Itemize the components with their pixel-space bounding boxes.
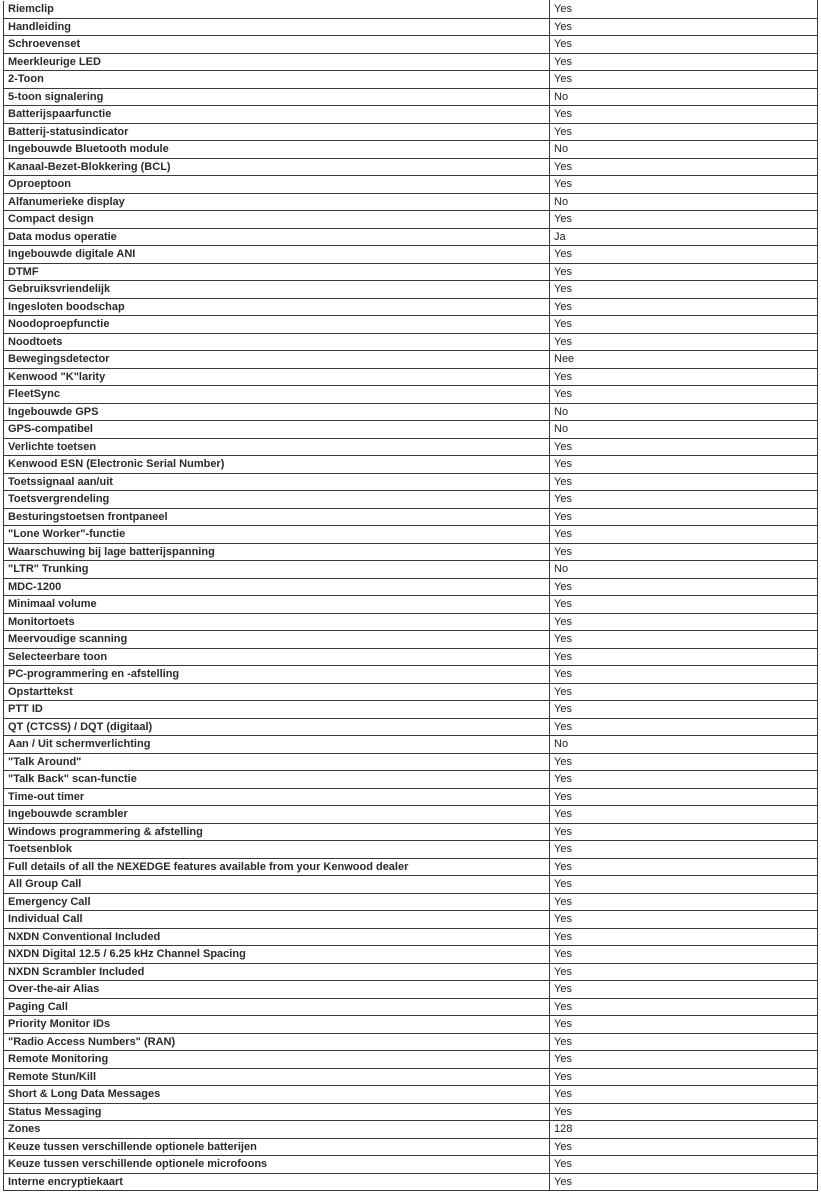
feature-value: No — [550, 193, 818, 211]
spec-row — [4, 1156, 818, 1174]
spec-row — [4, 473, 818, 491]
spec-row — [4, 1086, 818, 1104]
feature-name: Priority Monitor IDs — [4, 1016, 550, 1034]
feature-name: Alfanumerieke display — [4, 193, 550, 211]
feature-name: Ingesloten boodschap — [4, 298, 550, 316]
spec-row — [4, 508, 818, 526]
feature-value: Yes — [550, 368, 818, 386]
spec-row — [4, 946, 818, 964]
spec-row — [4, 193, 818, 211]
spec-row — [4, 158, 818, 176]
feature-name: Ingebouwde digitale ANI — [4, 246, 550, 264]
spec-row — [4, 858, 818, 876]
feature-name: Emergency Call — [4, 893, 550, 911]
feature-name: Kenwood ESN (Electronic Serial Number) — [4, 456, 550, 474]
feature-name: "Radio Access Numbers" (RAN) — [4, 1033, 550, 1051]
spec-row — [4, 316, 818, 334]
feature-value: Yes — [550, 123, 818, 141]
feature-name: Bewegingsdetector — [4, 351, 550, 369]
feature-value: Yes — [550, 508, 818, 526]
feature-value: Yes — [550, 1, 818, 19]
feature-value: Yes — [550, 18, 818, 36]
feature-value: Yes — [550, 946, 818, 964]
feature-value: Yes — [550, 613, 818, 631]
spec-row — [4, 963, 818, 981]
feature-value: No — [550, 736, 818, 754]
feature-value: No — [550, 403, 818, 421]
feature-name: Batterijspaarfunctie — [4, 106, 550, 124]
spec-row — [4, 263, 818, 281]
feature-value: Yes — [550, 438, 818, 456]
spec-row — [4, 561, 818, 579]
spec-row — [4, 211, 818, 229]
spec-row — [4, 1138, 818, 1156]
spec-row — [4, 53, 818, 71]
feature-name: Time-out timer — [4, 788, 550, 806]
feature-name: NXDN Scrambler Included — [4, 963, 550, 981]
feature-value: Yes — [550, 211, 818, 229]
feature-value: Nee — [550, 351, 818, 369]
feature-name: Data modus operatie — [4, 228, 550, 246]
spec-row — [4, 1103, 818, 1121]
feature-value: No — [550, 88, 818, 106]
spec-row — [4, 788, 818, 806]
feature-value: Yes — [550, 806, 818, 824]
feature-name: Paging Call — [4, 998, 550, 1016]
feature-value: 128 — [550, 1121, 818, 1139]
feature-value: Yes — [550, 386, 818, 404]
feature-name: Compact design — [4, 211, 550, 229]
feature-name: Kenwood "K"larity — [4, 368, 550, 386]
feature-value: Yes — [550, 456, 818, 474]
feature-name: Remote Stun/Kill — [4, 1068, 550, 1086]
feature-value: Yes — [550, 858, 818, 876]
feature-name: Aan / Uit schermverlichting — [4, 736, 550, 754]
feature-name: Opstarttekst — [4, 683, 550, 701]
feature-value: Yes — [550, 928, 818, 946]
spec-row — [4, 1016, 818, 1034]
spec-row — [4, 841, 818, 859]
feature-name: Selecteerbare toon — [4, 648, 550, 666]
feature-value: Yes — [550, 631, 818, 649]
feature-value: Yes — [550, 1016, 818, 1034]
feature-name: Remote Monitoring — [4, 1051, 550, 1069]
feature-name: Monitortoets — [4, 613, 550, 631]
feature-value: Yes — [550, 526, 818, 544]
feature-name: Windows programmering & afstelling — [4, 823, 550, 841]
feature-name: Toetsvergrendeling — [4, 491, 550, 509]
feature-name: 2-Toon — [4, 71, 550, 89]
feature-value: Yes — [550, 648, 818, 666]
feature-value: Yes — [550, 578, 818, 596]
feature-name: Verlichte toetsen — [4, 438, 550, 456]
feature-name: PTT ID — [4, 701, 550, 719]
spec-row — [4, 421, 818, 439]
spec-row — [4, 368, 818, 386]
feature-name: Noodtoets — [4, 333, 550, 351]
spec-row — [4, 753, 818, 771]
feature-value: Yes — [550, 911, 818, 929]
feature-name: MDC-1200 — [4, 578, 550, 596]
feature-name: Toetssignaal aan/uit — [4, 473, 550, 491]
feature-name: Oproeptoon — [4, 176, 550, 194]
spec-row — [4, 456, 818, 474]
feature-value: Yes — [550, 753, 818, 771]
feature-value: Yes — [550, 981, 818, 999]
feature-value: Yes — [550, 158, 818, 176]
feature-name: 5-toon signalering — [4, 88, 550, 106]
feature-value: Yes — [550, 1086, 818, 1104]
feature-name: Keuze tussen verschillende optionele microfoons — [4, 1156, 550, 1174]
feature-value: Yes — [550, 1051, 818, 1069]
feature-value: Yes — [550, 1033, 818, 1051]
spec-row — [4, 998, 818, 1016]
feature-name: "Lone Worker"-functie — [4, 526, 550, 544]
spec-row — [4, 438, 818, 456]
feature-value: Yes — [550, 666, 818, 684]
feature-name: Individual Call — [4, 911, 550, 929]
feature-value: Yes — [550, 683, 818, 701]
spec-row — [4, 1, 818, 19]
spec-row — [4, 648, 818, 666]
feature-name: Status Messaging — [4, 1103, 550, 1121]
feature-name: Waarschuwing bij lage batterijspanning — [4, 543, 550, 561]
spec-row — [4, 683, 818, 701]
spec-row — [4, 876, 818, 894]
feature-name: "LTR" Trunking — [4, 561, 550, 579]
feature-value: Yes — [550, 998, 818, 1016]
feature-value: Yes — [550, 876, 818, 894]
spec-row — [4, 981, 818, 999]
spec-row — [4, 246, 818, 264]
feature-name: "Talk Around" — [4, 753, 550, 771]
spec-table — [3, 0, 818, 1191]
feature-name: Riemclip — [4, 1, 550, 19]
spec-row — [4, 736, 818, 754]
spec-row — [4, 36, 818, 54]
feature-name: QT (CTCSS) / DQT (digitaal) — [4, 718, 550, 736]
feature-value: Yes — [550, 281, 818, 299]
feature-name: Full details of all the NEXEDGE features available from your Kenwood dealer — [4, 858, 550, 876]
spec-row — [4, 88, 818, 106]
spec-row — [4, 18, 818, 36]
feature-name: Besturingstoetsen frontpaneel — [4, 508, 550, 526]
spec-row — [4, 333, 818, 351]
feature-name: Toetsenblok — [4, 841, 550, 859]
feature-value: Yes — [550, 1068, 818, 1086]
spec-row — [4, 1173, 818, 1191]
feature-name: Ingebouwde scrambler — [4, 806, 550, 824]
spec-row — [4, 298, 818, 316]
spec-row — [4, 543, 818, 561]
feature-name: Batterij-statusindicator — [4, 123, 550, 141]
feature-name: Over-the-air Alias — [4, 981, 550, 999]
feature-value: No — [550, 141, 818, 159]
feature-name: Schroevenset — [4, 36, 550, 54]
feature-name: FleetSync — [4, 386, 550, 404]
spec-row — [4, 106, 818, 124]
feature-name: Ingebouwde GPS — [4, 403, 550, 421]
feature-value: Yes — [550, 596, 818, 614]
feature-value: Yes — [550, 263, 818, 281]
spec-row — [4, 631, 818, 649]
feature-value: Yes — [550, 176, 818, 194]
spec-row — [4, 491, 818, 509]
feature-name: GPS-compatibel — [4, 421, 550, 439]
spec-row — [4, 351, 818, 369]
feature-name: Meerkleurige LED — [4, 53, 550, 71]
feature-value: Yes — [550, 1103, 818, 1121]
spec-row — [4, 123, 818, 141]
spec-row — [4, 718, 818, 736]
feature-value: Yes — [550, 823, 818, 841]
spec-row — [4, 141, 818, 159]
feature-name: PC-programmering en -afstelling — [4, 666, 550, 684]
feature-value: Yes — [550, 1156, 818, 1174]
feature-name: Short & Long Data Messages — [4, 1086, 550, 1104]
feature-value: Yes — [550, 788, 818, 806]
spec-row — [4, 928, 818, 946]
spec-row — [4, 666, 818, 684]
feature-value: Yes — [550, 1173, 818, 1191]
spec-row — [4, 1121, 818, 1139]
feature-value: Yes — [550, 473, 818, 491]
feature-value: Yes — [550, 36, 818, 54]
feature-name: "Talk Back" scan-functie — [4, 771, 550, 789]
spec-row — [4, 596, 818, 614]
feature-value: Yes — [550, 771, 818, 789]
feature-name: DTMF — [4, 263, 550, 281]
feature-name: Gebruiksvriendelijk — [4, 281, 550, 299]
feature-value: No — [550, 421, 818, 439]
feature-value: Yes — [550, 246, 818, 264]
feature-value: Yes — [550, 718, 818, 736]
spec-row — [4, 578, 818, 596]
feature-value: Yes — [550, 543, 818, 561]
spec-row — [4, 806, 818, 824]
feature-value: Yes — [550, 298, 818, 316]
feature-name: Interne encryptiekaart — [4, 1173, 550, 1191]
feature-value: Yes — [550, 491, 818, 509]
feature-name: Kanaal-Bezet-Blokkering (BCL) — [4, 158, 550, 176]
feature-value: Yes — [550, 841, 818, 859]
spec-row — [4, 1033, 818, 1051]
spec-row — [4, 71, 818, 89]
feature-value: No — [550, 561, 818, 579]
feature-name: Keuze tussen verschillende optionele batterijen — [4, 1138, 550, 1156]
feature-value: Yes — [550, 963, 818, 981]
spec-row — [4, 526, 818, 544]
feature-name: Zones — [4, 1121, 550, 1139]
feature-value: Yes — [550, 53, 818, 71]
spec-row — [4, 701, 818, 719]
spec-row — [4, 228, 818, 246]
feature-name: NXDN Conventional Included — [4, 928, 550, 946]
feature-value: Yes — [550, 701, 818, 719]
feature-name: Ingebouwde Bluetooth module — [4, 141, 550, 159]
spec-row — [4, 281, 818, 299]
spec-row — [4, 1051, 818, 1069]
spec-row — [4, 176, 818, 194]
feature-name: Handleiding — [4, 18, 550, 36]
spec-row — [4, 403, 818, 421]
feature-value: Ja — [550, 228, 818, 246]
spec-row — [4, 1068, 818, 1086]
spec-row — [4, 823, 818, 841]
spec-table-body — [4, 1, 818, 1191]
feature-value: Yes — [550, 1138, 818, 1156]
feature-name: Meervoudige scanning — [4, 631, 550, 649]
feature-name: Minimaal volume — [4, 596, 550, 614]
feature-value: Yes — [550, 71, 818, 89]
feature-name: All Group Call — [4, 876, 550, 894]
feature-name: NXDN Digital 12.5 / 6.25 kHz Channel Spacing — [4, 946, 550, 964]
feature-value: Yes — [550, 333, 818, 351]
spec-row — [4, 771, 818, 789]
feature-value: Yes — [550, 893, 818, 911]
feature-value: Yes — [550, 106, 818, 124]
spec-row — [4, 893, 818, 911]
spec-row — [4, 386, 818, 404]
spec-row — [4, 613, 818, 631]
feature-name: Noodoproepfunctie — [4, 316, 550, 334]
spec-row — [4, 911, 818, 929]
feature-value: Yes — [550, 316, 818, 334]
